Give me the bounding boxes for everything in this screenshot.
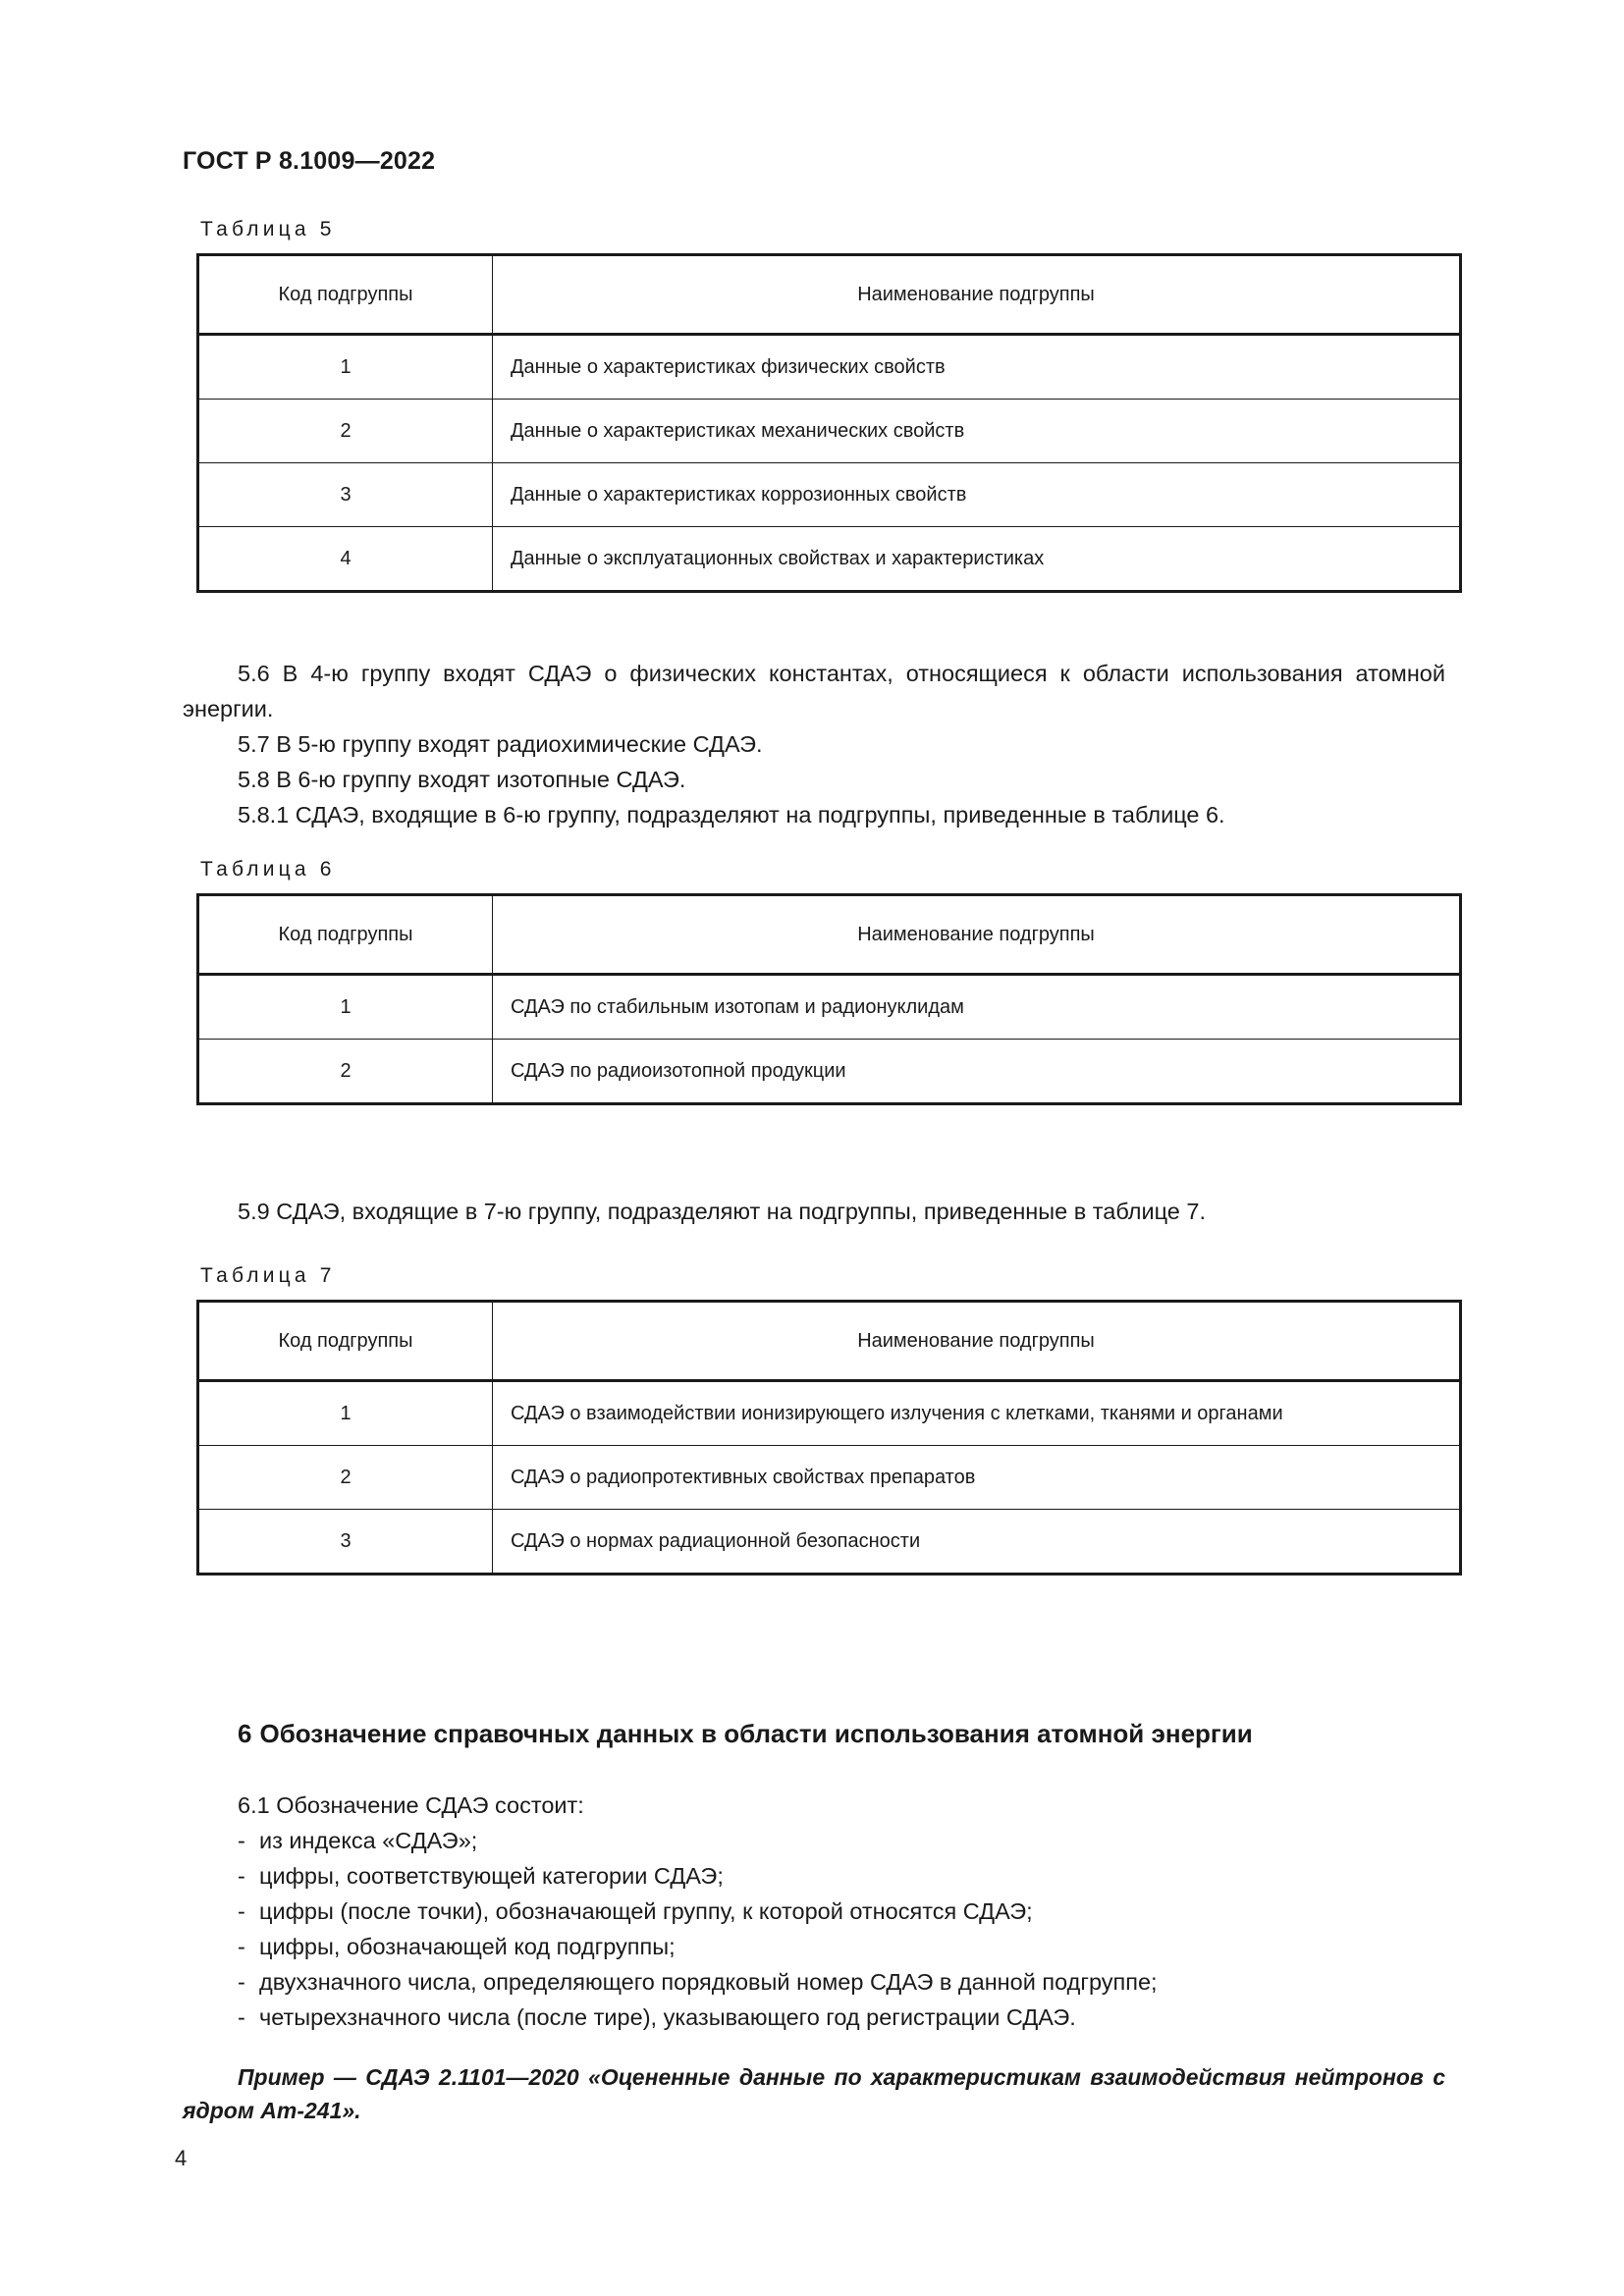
table-7-header-row [198,1302,1461,1381]
dash-marker: - [238,1863,245,1889]
table-7 [196,1300,1462,1575]
table-7-row-0-name: СДАЭ о взаимодействии ионизирующего излучения с клетками, тканями и органами [493,1381,1461,1446]
table-5-caption-label: Таблица [200,218,310,240]
table-5-caption-number: 5 [319,218,332,240]
list-item-text: четырехзначного числа (после тире), указывающего год регистрации СДАЭ. [259,2004,1076,2030]
table-5-row-1-name: Данные о характеристиках механических свойств [493,400,1461,463]
section-6-heading [238,1715,1445,1752]
table-row [198,1381,1461,1446]
clause-6-1: 6.1 Обозначение СДАЭ состоит: [238,1792,584,1818]
section-6-number: 6 [238,1719,252,1748]
table-7-row-2-name: СДАЭ о нормах радиационной безопасности [493,1510,1461,1575]
list-item [238,1929,1445,1964]
list-item-text: из индекса «СДАЭ»; [259,1828,478,1853]
list-item-text: цифры (после точки), обозначающей группу, к которой относятся СДАЭ; [259,1898,1033,1924]
table-5-row-3-code: 4 [198,527,493,592]
table-5-row-0-name: Данные о характеристиках физических свойств [493,335,1461,400]
page-content [183,218,1445,2127]
designation-components-list [183,1823,1445,2035]
table-7-caption-label: Таблица [200,1264,310,1287]
list-item [238,1964,1445,2000]
table-5-row-2-name: Данные о характеристиках коррозионных свойств [493,463,1461,527]
spacer [183,832,1445,858]
table-7-caption [200,1264,1445,1288]
spacer [183,593,1445,656]
dash-marker: - [238,1898,245,1924]
table-6-header-row [198,895,1461,975]
table-5-row-3-name: Данные о эксплуатационных свойствах и характеристиках [493,527,1461,592]
table-7-row-0-code: 1 [198,1381,493,1446]
list-item [238,1823,1445,1858]
table-6 [196,893,1462,1105]
clause-5-7: 5.7 В 5-ю группу входят радиохимические СДАЭ. [238,731,763,757]
table-7-header-code: Код подгруппы [198,1302,493,1381]
table-6-row-0-name: СДАЭ по стабильным изотопам и радионуклидам [493,975,1461,1040]
clause-5-9: 5.9 СДАЭ, входящие в 7-ю группу, подразделяют на подгруппы, приведенные в таблице 7. [238,1199,1206,1224]
spacer [183,1105,1445,1194]
table-6-caption-number: 6 [319,858,332,881]
spacer [183,1752,1445,1788]
table-5-row-2-code: 3 [198,463,493,527]
table-row [198,400,1461,463]
dash-marker: - [238,2004,245,2030]
table-7-row-2-code: 3 [198,1510,493,1575]
table-7-caption-number: 7 [319,1264,332,1287]
spacer [183,1575,1445,1664]
document-header-standard-number: ГОСТ Р 8.1009—2022 [183,147,436,175]
table-5-row-0-code: 1 [198,335,493,400]
spacer [183,1229,1445,1264]
page-number: 4 [175,2146,188,2170]
table-6-caption [200,858,1445,881]
table-row [198,975,1461,1040]
clause-5-6: 5.6 В 4-ю группу входят СДАЭ о физических константах, относящиеся к области использования атомной энергии. [183,661,1445,721]
table-6-row-1-name: СДАЭ по радиоизотопной продукции [493,1040,1461,1104]
table-7-row-1-name: СДАЭ о радиопротективных свойствах препаратов [493,1446,1461,1510]
table-5-row-1-code: 2 [198,400,493,463]
list-item [238,1894,1445,1929]
clause-5-8-1: 5.8.1 СДАЭ, входящие в 6-ю группу, подразделяют на подгруппы, приведенные в таблице 6. [238,802,1225,828]
table-row [198,1040,1461,1104]
table-5-header-name: Наименование подгруппы [493,255,1461,335]
table-5 [196,253,1462,593]
table-row [198,463,1461,527]
example-note: Пример — СДАЭ 2.1101—2020 «Оцененные данные по характеристикам взаимодействия нейтронов с ядром Am-241». [183,2064,1445,2123]
table-7-header-name: Наименование подгруппы [493,1302,1461,1381]
spacer [183,2035,1445,2060]
dash-marker: - [238,1828,245,1853]
dash-marker: - [238,1969,245,1995]
list-item-text: двухзначного числа, определяющего порядковый номер СДАЭ в данной подгруппе; [259,1969,1158,1995]
list-item [238,1858,1445,1894]
section-6-title: Обозначение справочных данных в области использования атомной энергии [259,1719,1253,1748]
table-6-header-code: Код подгруппы [198,895,493,975]
table-6-row-0-code: 1 [198,975,493,1040]
table-row [198,1510,1461,1575]
table-row [198,527,1461,592]
clause-5-8: 5.8 В 6-ю группу входят изотопные СДАЭ. [238,767,686,792]
dash-marker: - [238,1934,245,1959]
table-row [198,1446,1461,1510]
table-5-header-row [198,255,1461,335]
table-row [198,335,1461,400]
table-7-row-1-code: 2 [198,1446,493,1510]
table-6-header-name: Наименование подгруппы [493,895,1461,975]
list-item-text: цифры, соответствующей категории СДАЭ; [259,1863,724,1889]
table-5-header-code: Код подгруппы [198,255,493,335]
list-item-text: цифры, обозначающей код подгруппы; [259,1934,676,1959]
list-item [238,2000,1445,2035]
table-6-caption-label: Таблица [200,858,310,881]
spacer [183,1664,1445,1715]
table-5-caption [200,218,1445,241]
table-6-row-1-code: 2 [198,1040,493,1104]
